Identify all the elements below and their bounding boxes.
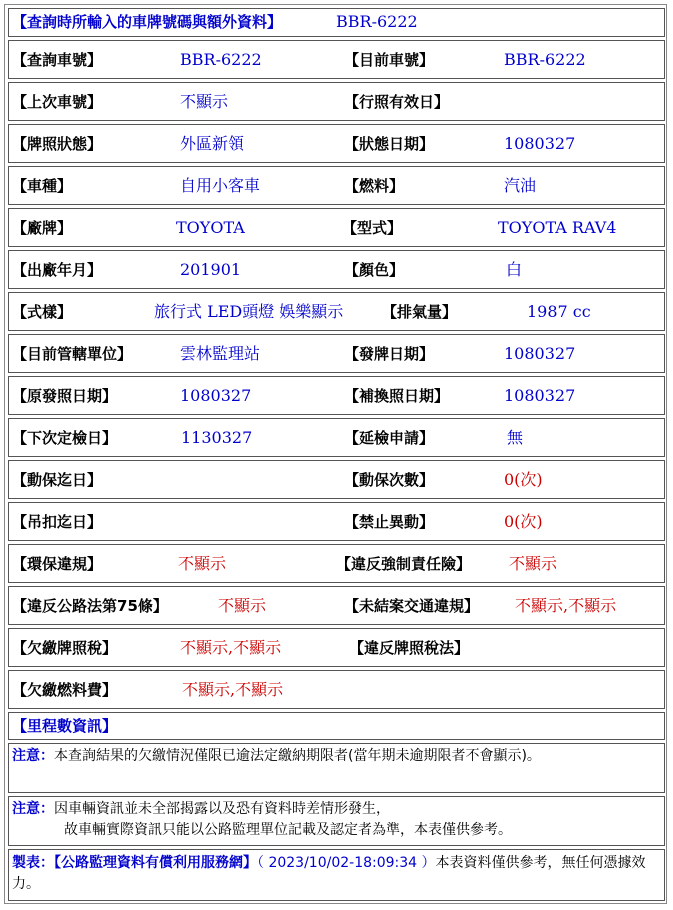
- field-label: 【牌照狀態】: [12, 135, 103, 153]
- field-value: 不顯示,不顯示: [515, 596, 617, 615]
- field-label: 【式樣】: [12, 303, 73, 321]
- field-label: 【行照有效日】: [344, 93, 450, 111]
- mileage-title: 【里程數資訊】: [12, 717, 118, 735]
- field-value: 不顯示: [178, 554, 227, 573]
- note-1-label: 注意：: [12, 748, 54, 764]
- table-row: [8, 586, 665, 625]
- field-value: BBR-6222: [504, 50, 586, 69]
- table-row: [8, 208, 665, 247]
- field-value: 0(次): [504, 512, 543, 531]
- field-value: 不顯示: [218, 596, 267, 615]
- maker-note: [8, 849, 665, 901]
- table-row: [8, 376, 665, 415]
- field-value: 不顯示,不顯示: [180, 638, 282, 657]
- field-value: 0(次): [504, 470, 543, 489]
- field-label: 【廠牌】: [12, 219, 73, 237]
- report-header: [8, 8, 665, 37]
- field-label: 【顏色】: [344, 261, 405, 279]
- field-label: 【出廠年月】: [12, 261, 103, 279]
- table-row: [8, 544, 665, 583]
- field-label: 【型式】: [342, 219, 403, 237]
- table-row: [8, 460, 665, 499]
- table-row: [8, 670, 665, 709]
- field-value: 旅行式 LED頭燈 娛樂顯示: [154, 302, 344, 321]
- field-value: 不顯示,不顯示: [182, 680, 284, 699]
- table-row: [8, 334, 665, 373]
- field-label: 【禁止異動】: [344, 513, 435, 531]
- table-row: [8, 82, 665, 121]
- field-label: 【欠繳牌照稅】: [12, 639, 118, 657]
- maker-text: 本表資料僅供參考，無任何憑據效力。: [12, 855, 646, 892]
- field-label: 【原發照日期】: [12, 387, 118, 405]
- field-label: 【延檢申請】: [344, 429, 435, 447]
- table-row: [8, 418, 665, 457]
- field-label: 【查詢車號】: [12, 51, 103, 69]
- field-label: 【違反牌照稅法】: [349, 639, 470, 657]
- table-row: [8, 628, 665, 667]
- note-1: [8, 743, 665, 793]
- field-value: 1080327: [504, 134, 576, 153]
- field-label: 【欠繳燃料費】: [12, 681, 118, 699]
- field-value: 無: [507, 428, 524, 447]
- field-label: 【發牌日期】: [344, 345, 435, 363]
- field-label: 【車種】: [12, 177, 73, 195]
- field-label: 【燃料】: [344, 177, 405, 195]
- field-label: 【環保違規】: [12, 555, 103, 573]
- field-label: 【違反公路法第75條】: [12, 597, 168, 615]
- note-2-label: 注意：: [12, 801, 54, 817]
- mileage-section: [8, 712, 665, 740]
- field-value: 201901: [180, 260, 242, 279]
- table-row: [8, 502, 665, 541]
- maker-source: 【公路監理資料有償利用服務網】: [54, 855, 257, 871]
- report-title: 【查詢時所輸入的車牌號碼與額外資料】: [12, 13, 283, 31]
- field-value: 不顯示: [509, 554, 558, 573]
- field-label: 【目前管轄單位】: [12, 345, 133, 363]
- note-1-text: 本查詢結果的欠繳情況僅限已逾法定繳納期限者(當年期未逾期限者不會顯示)。: [54, 748, 541, 764]
- field-label: 【排氣量】: [382, 303, 458, 321]
- field-label: 【動保次數】: [344, 471, 435, 489]
- field-label: 【違反強制責任險】: [336, 555, 472, 573]
- field-value: 不顯示: [180, 92, 229, 111]
- field-label: 【動保迄日】: [12, 471, 103, 489]
- field-value: 雲林監理站: [180, 344, 261, 363]
- field-value: 汽油: [504, 176, 537, 195]
- field-value: 1080327: [504, 386, 576, 405]
- field-value: 自用小客車: [180, 176, 261, 195]
- field-label: 【未結案交通違規】: [344, 597, 480, 615]
- maker-label: 製表：: [12, 855, 54, 871]
- note-2: [8, 796, 665, 846]
- field-label: 【目前車號】: [344, 51, 435, 69]
- report-plate: BBR-6222: [336, 12, 418, 31]
- field-value: 1080327: [180, 386, 252, 405]
- field-label: 【補換照日期】: [344, 387, 450, 405]
- field-value: 外區新領: [180, 134, 245, 153]
- field-label: 【吊扣迄日】: [12, 513, 103, 531]
- table-row: [8, 40, 665, 79]
- note-2-line-1: 因車輛資訊並未全部揭露以及恐有資料時差情形發生，: [54, 801, 390, 817]
- field-value: TOYOTA: [176, 218, 245, 237]
- table-row: [8, 166, 665, 205]
- field-label: 【狀態日期】: [344, 135, 435, 153]
- field-value: 1080327: [504, 344, 576, 363]
- field-label: 【下次定檢日】: [12, 429, 118, 447]
- table-row: [8, 124, 665, 163]
- table-row: [8, 250, 665, 289]
- field-value: BBR-6222: [180, 50, 262, 69]
- field-value: 1987 cc: [527, 302, 591, 321]
- field-value: 白: [506, 260, 523, 279]
- note-2-line-2: 故車輛實際資訊只能以公路監理單位記載及認定者為準，本表僅供參考。: [64, 822, 512, 838]
- table-row: [8, 292, 665, 331]
- field-value: 1130327: [181, 428, 253, 447]
- field-value: TOYOTA RAV4: [498, 218, 617, 237]
- field-label: 【上次車號】: [12, 93, 103, 111]
- maker-time: （ 2023/10/02-18:09:34 ）: [257, 855, 436, 871]
